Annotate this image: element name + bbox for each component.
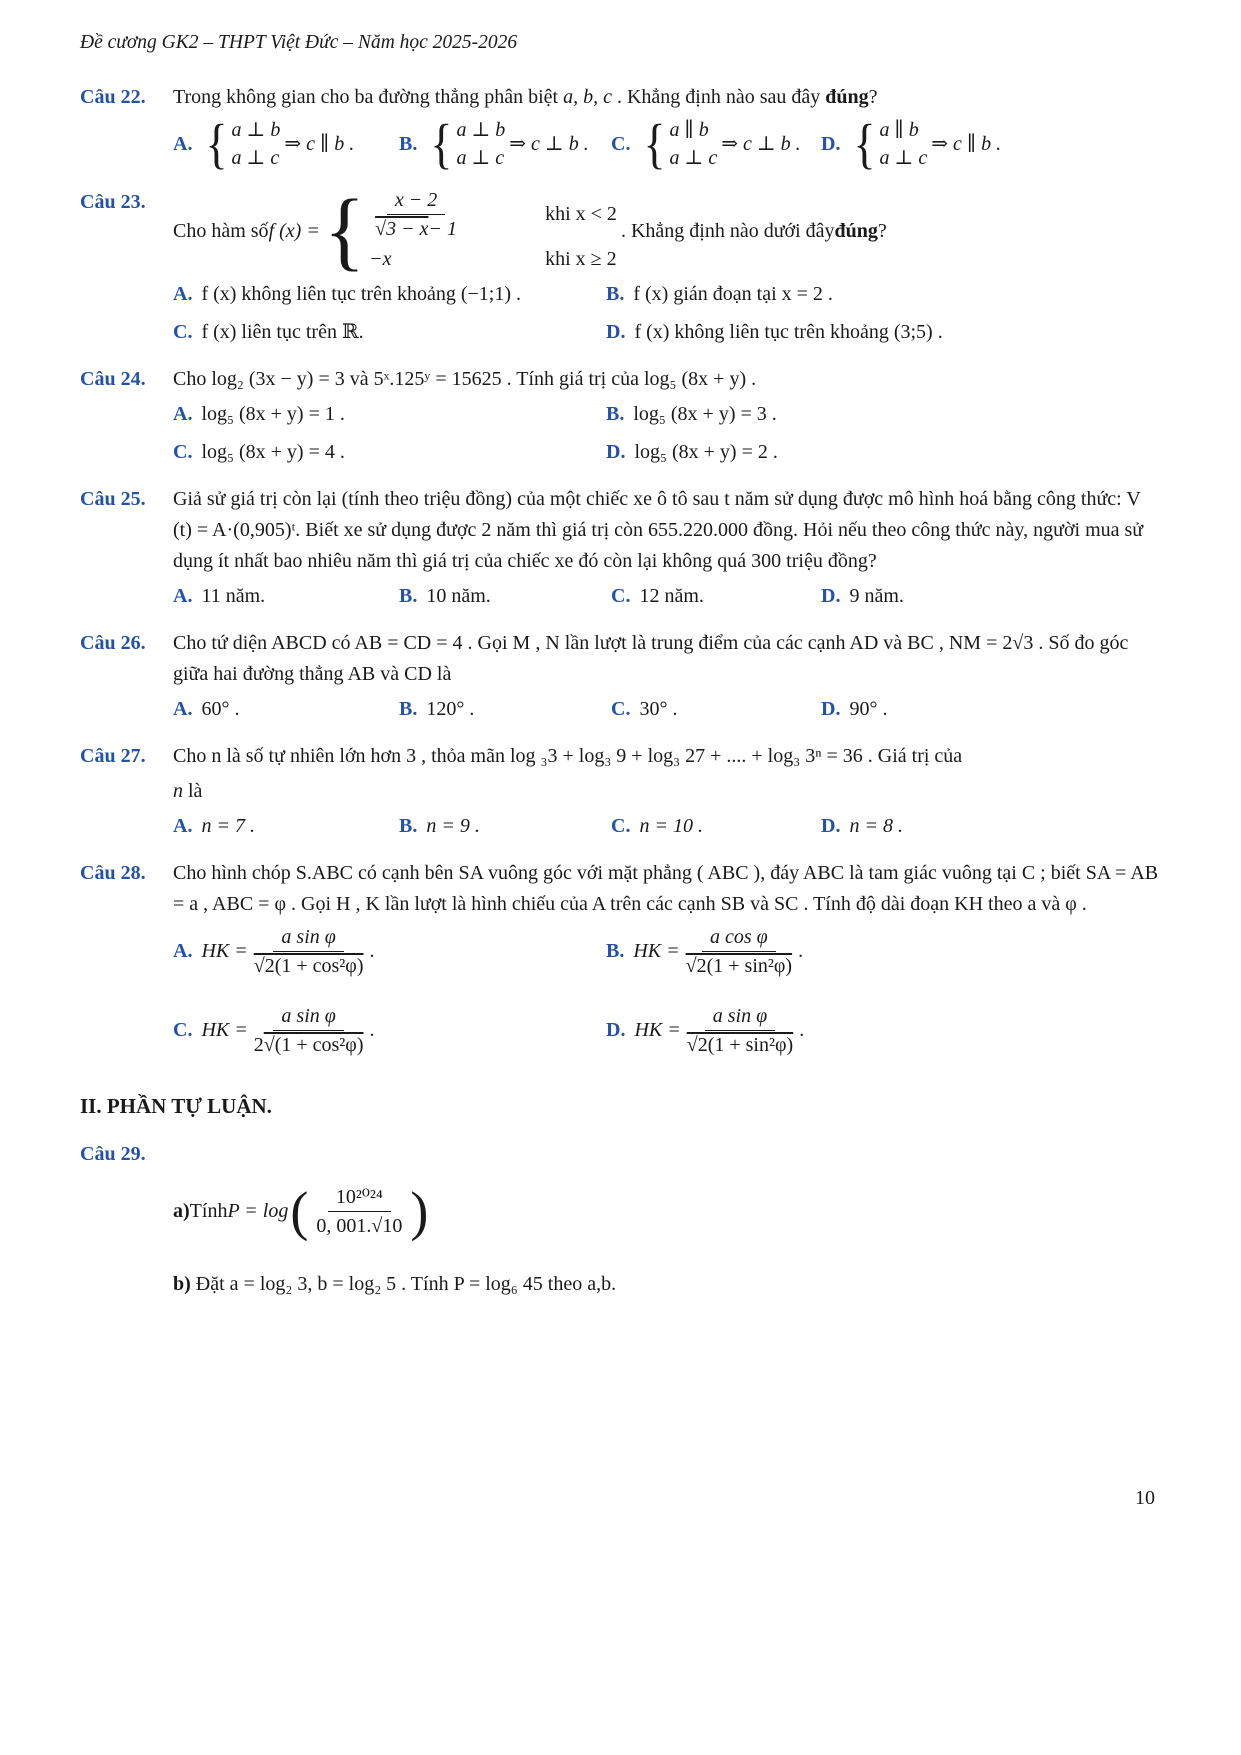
sqrt-expression: √2(1 + sin²φ) — [685, 955, 793, 977]
stem-text: là — [183, 780, 203, 802]
case-line: a ⊥ b — [231, 119, 281, 141]
left-brace: { — [323, 181, 366, 280]
option-text: n = 8 . — [849, 815, 903, 837]
left-paren: ( — [290, 1180, 309, 1242]
option-a — [173, 694, 399, 725]
option-c — [173, 1003, 606, 1058]
left-brace: { — [853, 112, 876, 174]
section-title: II. PHẦN TỰ LUẬN. — [80, 1094, 272, 1118]
case-lines — [456, 117, 505, 171]
option-letter: D. — [606, 1019, 626, 1041]
option-text: f (x) không liên tục trên khoảng (−1;1) . — [201, 283, 521, 305]
option-b — [606, 279, 1163, 310]
option-letter: B. — [399, 585, 418, 607]
option-d — [606, 317, 1163, 348]
option-letter: A. — [173, 698, 193, 720]
option-d — [821, 811, 1163, 842]
option-letter: B. — [399, 132, 418, 155]
question-stem: Cho hình chóp S.ABC có cạnh bên SA vuông góc với mặt phẳng ( ABC ), đáy ABC là tam giác vuông tại C ; biết SA = AB = a , ABC = φ . Gọi H , K lần lượt là hình chiếu của A trên các cạnh SB và SC . Tính độ dài đoạn KH theo a và φ . — [173, 862, 1159, 915]
option-letter: D. — [821, 585, 841, 607]
option-text: log₅ (8x + y) = 2 . — [634, 441, 778, 463]
option-result: ⇒ c ∥ b . — [931, 132, 1002, 155]
case-line: a ⊥ c — [456, 147, 505, 169]
option-c — [611, 811, 821, 842]
stem-text: ? — [877, 219, 887, 242]
option-text: 30° . — [639, 698, 678, 720]
case-value: −x — [369, 248, 392, 270]
option-c — [173, 437, 606, 468]
option-result: ⇒ c ⊥ b . — [721, 132, 801, 155]
question-stem: Cho log₂ (3x − y) = 3 và 5ˣ.125ʸ = 15625 . Tính giá trị của log₅ (8x + y) . — [173, 368, 757, 390]
option-b — [606, 399, 1163, 430]
option-letter: B. — [606, 940, 625, 962]
option-a — [173, 399, 606, 430]
denominator: 0, 001.√10 — [316, 1215, 403, 1237]
system-of-conditions — [853, 112, 928, 174]
option-text: n = 10 . — [639, 815, 703, 837]
case-lines — [670, 117, 718, 171]
option-text: 12 năm. — [639, 585, 704, 607]
option-letter: C. — [611, 585, 631, 607]
option-letter: C. — [611, 815, 631, 837]
option-text: log₅ (8x + y) = 4 . — [201, 441, 345, 463]
question-body — [173, 484, 1163, 612]
option-b — [399, 581, 611, 612]
case-line: a ⊥ c — [669, 147, 718, 169]
document-header: Đề cương GK2 – THPT Việt Đức – Năm học 2025-2026 — [80, 32, 518, 53]
option-c — [173, 317, 606, 348]
question-27 — [80, 741, 1163, 842]
option-letter: D. — [606, 321, 626, 343]
option-text: 9 năm. — [849, 585, 904, 607]
option-c — [611, 112, 821, 174]
question-body — [173, 181, 1163, 348]
option-c — [611, 581, 821, 612]
piecewise-function — [323, 181, 617, 280]
option-letter: B. — [606, 283, 625, 305]
question-24 — [80, 364, 1163, 468]
option-letter: D. — [821, 698, 841, 720]
option-text: 11 năm. — [201, 585, 266, 607]
option-d — [606, 1003, 1163, 1058]
option-text: 120° . — [426, 698, 475, 720]
question-stem: Cho tứ diện ABCD có AB = CD = 4 . Gọi M , N lần lượt là trung điểm của các cạnh AD và BC , NM = 2√3 . Số đo góc giữa hai đường thẳng AB và CD là — [173, 632, 1129, 685]
case-line: a ⊥ c — [879, 147, 928, 169]
option-b — [399, 694, 611, 725]
option-text: 90° . — [849, 698, 888, 720]
option-letter: C. — [173, 441, 193, 463]
option-text: f (x) gián đoạn tại x = 2 . — [633, 283, 833, 305]
part-b — [173, 1269, 1163, 1300]
option-b — [606, 924, 1163, 979]
option-a — [173, 811, 399, 842]
question-stem — [173, 82, 1163, 113]
option-a — [173, 581, 399, 612]
case-lines — [369, 187, 617, 275]
fraction — [254, 1003, 364, 1058]
fraction — [375, 187, 457, 242]
right-paren: ) — [410, 1180, 429, 1242]
denominator-prefix: 2 — [253, 1034, 264, 1056]
system-of-conditions — [205, 112, 281, 174]
question-23 — [80, 181, 1163, 348]
option-c — [611, 694, 821, 725]
numerator: 10²⁰²⁴ — [328, 1184, 391, 1212]
option-b — [399, 811, 611, 842]
question-label: Câu 26. — [80, 632, 146, 654]
sqrt-expression: √(1 + cos²φ) — [263, 1034, 364, 1056]
case-condition: khi x < 2 — [545, 203, 617, 225]
equation-lhs: HK = — [633, 940, 680, 962]
case-lines — [880, 117, 928, 171]
part-text: Tính — [189, 1200, 228, 1222]
sqrt-expression: √2(1 + sin²φ) — [686, 1034, 794, 1056]
stem-text: Trong không gian cho ba đường thẳng phân biệt — [173, 86, 564, 108]
option-letter: C. — [173, 1019, 193, 1041]
option-tail: . — [799, 1019, 805, 1041]
function-lhs: f (x) = — [268, 219, 320, 242]
option-letter: B. — [606, 403, 625, 425]
question-label: Câu 27. — [80, 745, 146, 767]
option-letter: A. — [173, 283, 193, 305]
fraction — [687, 1003, 793, 1058]
denominator — [375, 215, 457, 242]
question-stem — [173, 181, 1163, 280]
stem-text: . Khẳng định nào dưới đây — [620, 219, 835, 242]
options — [173, 399, 1163, 468]
option-letter: A. — [173, 940, 193, 962]
question-stem: Giả sử giá trị còn lại (tính theo triệu đồng) của một chiếc xe ô tô sau t năm sử dụng được mô hình hoá bằng công thức: V (t) = A·(0,905)ᵗ. Biết xe sử dụng được 2 năm thì giá trị còn 655.220.000 đồng. Hỏi nếu theo công thức này, người mua sử dụng ít nhất bao nhiêu năm thì giá trị của chiếc xe đó còn lại không quá 300 triệu đồng? — [173, 488, 1144, 572]
option-letter: D. — [821, 815, 841, 837]
option-tail: . — [798, 940, 804, 962]
question-stem-line2 — [173, 776, 1163, 807]
option-text: f (x) liên tục trên ℝ. — [201, 321, 364, 343]
question-label: Câu 25. — [80, 488, 146, 510]
stem-text: Cho n là số tự nhiên lớn hơn 3 , thỏa mãn log ₃3 + log₃ 9 + log₃ 27 + .... + log₃ 3ⁿ = 36 . Giá trị của — [173, 745, 963, 767]
option-a — [173, 924, 606, 979]
option-d — [821, 694, 1163, 725]
case-line: a ⊥ b — [456, 119, 506, 141]
option-d — [606, 437, 1163, 468]
option-text: 60° . — [201, 698, 240, 720]
option-result: ⇒ c ∥ b . — [284, 132, 355, 155]
option-letter: D. — [821, 132, 841, 155]
question-22 — [80, 82, 1163, 174]
question-label: Câu 28. — [80, 862, 146, 884]
question-body — [173, 858, 1163, 1058]
option-text: f (x) không liên tục trên khoảng (3;5) . — [634, 321, 943, 343]
denominator — [686, 952, 792, 979]
case-line: a ⊥ c — [231, 147, 280, 169]
numerator: a sin φ — [705, 1003, 775, 1031]
question-body — [173, 1180, 1163, 1300]
option-text: log₅ (8x + y) = 1 . — [201, 403, 345, 425]
part-text: Đặt a = log₂ 3, b = log₂ 5 . Tính P = log₆ 45 theo a,b. — [195, 1273, 617, 1295]
option-d — [821, 112, 1163, 174]
option-letter: C. — [173, 321, 193, 343]
case-condition: khi x ≥ 2 — [545, 248, 617, 270]
case-line: a ∥ b — [879, 119, 919, 141]
denominator — [254, 1031, 364, 1058]
equation-lhs: HK = — [634, 1019, 681, 1041]
question-label: Câu 24. — [80, 368, 146, 390]
system-of-conditions — [430, 112, 506, 174]
page-number: 10 — [1135, 1487, 1155, 1509]
denominator — [687, 1031, 793, 1058]
case-row — [369, 244, 617, 275]
numerator: a sin φ — [273, 924, 343, 952]
option-b — [399, 112, 611, 174]
left-brace: { — [643, 112, 666, 174]
equation-lhs: P = log — [227, 1200, 289, 1222]
option-text: log₅ (8x + y) = 3 . — [633, 403, 777, 425]
question-body — [173, 628, 1163, 725]
part-label: a) — [173, 1200, 190, 1222]
option-tail: . — [369, 1019, 375, 1041]
denominator-rest: − 1 — [428, 218, 457, 240]
stem-text: Cho hàm số — [173, 219, 269, 242]
question-body — [173, 364, 1163, 468]
equation-lhs: HK = — [201, 1019, 248, 1041]
option-letter: D. — [606, 441, 626, 463]
sqrt-expression: √2(1 + cos²φ) — [253, 955, 364, 977]
stem-text: ? — [868, 86, 878, 108]
part-a — [173, 1180, 1163, 1242]
option-letter: C. — [611, 132, 631, 155]
option-letter: B. — [399, 815, 418, 837]
option-letter: A. — [173, 403, 193, 425]
question-25 — [80, 484, 1163, 612]
stem-emphasis: đúng — [825, 86, 869, 108]
question-body — [173, 82, 1163, 174]
case-lines — [232, 117, 281, 171]
numerator: a cos φ — [702, 924, 776, 952]
options — [173, 279, 1163, 348]
sqrt-expression: √3 − x — [375, 218, 429, 240]
case-row — [369, 187, 617, 242]
stem-emphasis: đúng — [834, 219, 878, 242]
options — [173, 112, 1163, 174]
option-d — [821, 581, 1163, 612]
question-stem — [173, 741, 1163, 772]
option-a — [173, 279, 606, 310]
denominator — [254, 952, 364, 979]
numerator: a sin φ — [273, 1003, 343, 1031]
option-letter: A. — [173, 585, 193, 607]
system-of-conditions — [643, 112, 718, 174]
option-result: ⇒ c ⊥ b . — [509, 132, 589, 155]
option-letter: A. — [173, 815, 193, 837]
question-label: Câu 23. — [80, 191, 146, 213]
question-label: Câu 22. — [80, 86, 146, 108]
options — [173, 811, 1163, 842]
options — [173, 694, 1163, 725]
option-tail: . — [369, 940, 375, 962]
fraction — [316, 1184, 402, 1239]
option-text: n = 7 . — [201, 815, 255, 837]
left-brace: { — [205, 112, 228, 174]
question-26 — [80, 628, 1163, 725]
option-a — [173, 112, 399, 174]
left-brace: { — [430, 112, 453, 174]
fraction — [254, 924, 364, 979]
stem-variables: a, b, c — [563, 86, 612, 108]
option-text: 10 năm. — [426, 585, 491, 607]
case-value — [369, 187, 537, 242]
options — [173, 924, 1163, 1058]
stem-text: . Khẳng định nào sau đây — [611, 86, 826, 108]
equation-lhs: HK = — [201, 940, 248, 962]
option-letter: B. — [399, 698, 418, 720]
option-letter: C. — [611, 698, 631, 720]
stem-variable: n — [173, 780, 183, 802]
case-line: a ∥ b — [669, 119, 709, 141]
question-label: Câu 29. — [80, 1143, 146, 1165]
numerator: x − 2 — [387, 187, 445, 215]
option-text: n = 9 . — [426, 815, 480, 837]
question-29 — [80, 1143, 1163, 1300]
question-28 — [80, 858, 1163, 1058]
question-body — [173, 741, 1163, 842]
part-label: b) — [173, 1273, 191, 1295]
options — [173, 581, 1163, 612]
fraction — [686, 924, 792, 979]
option-letter: A. — [173, 132, 193, 155]
